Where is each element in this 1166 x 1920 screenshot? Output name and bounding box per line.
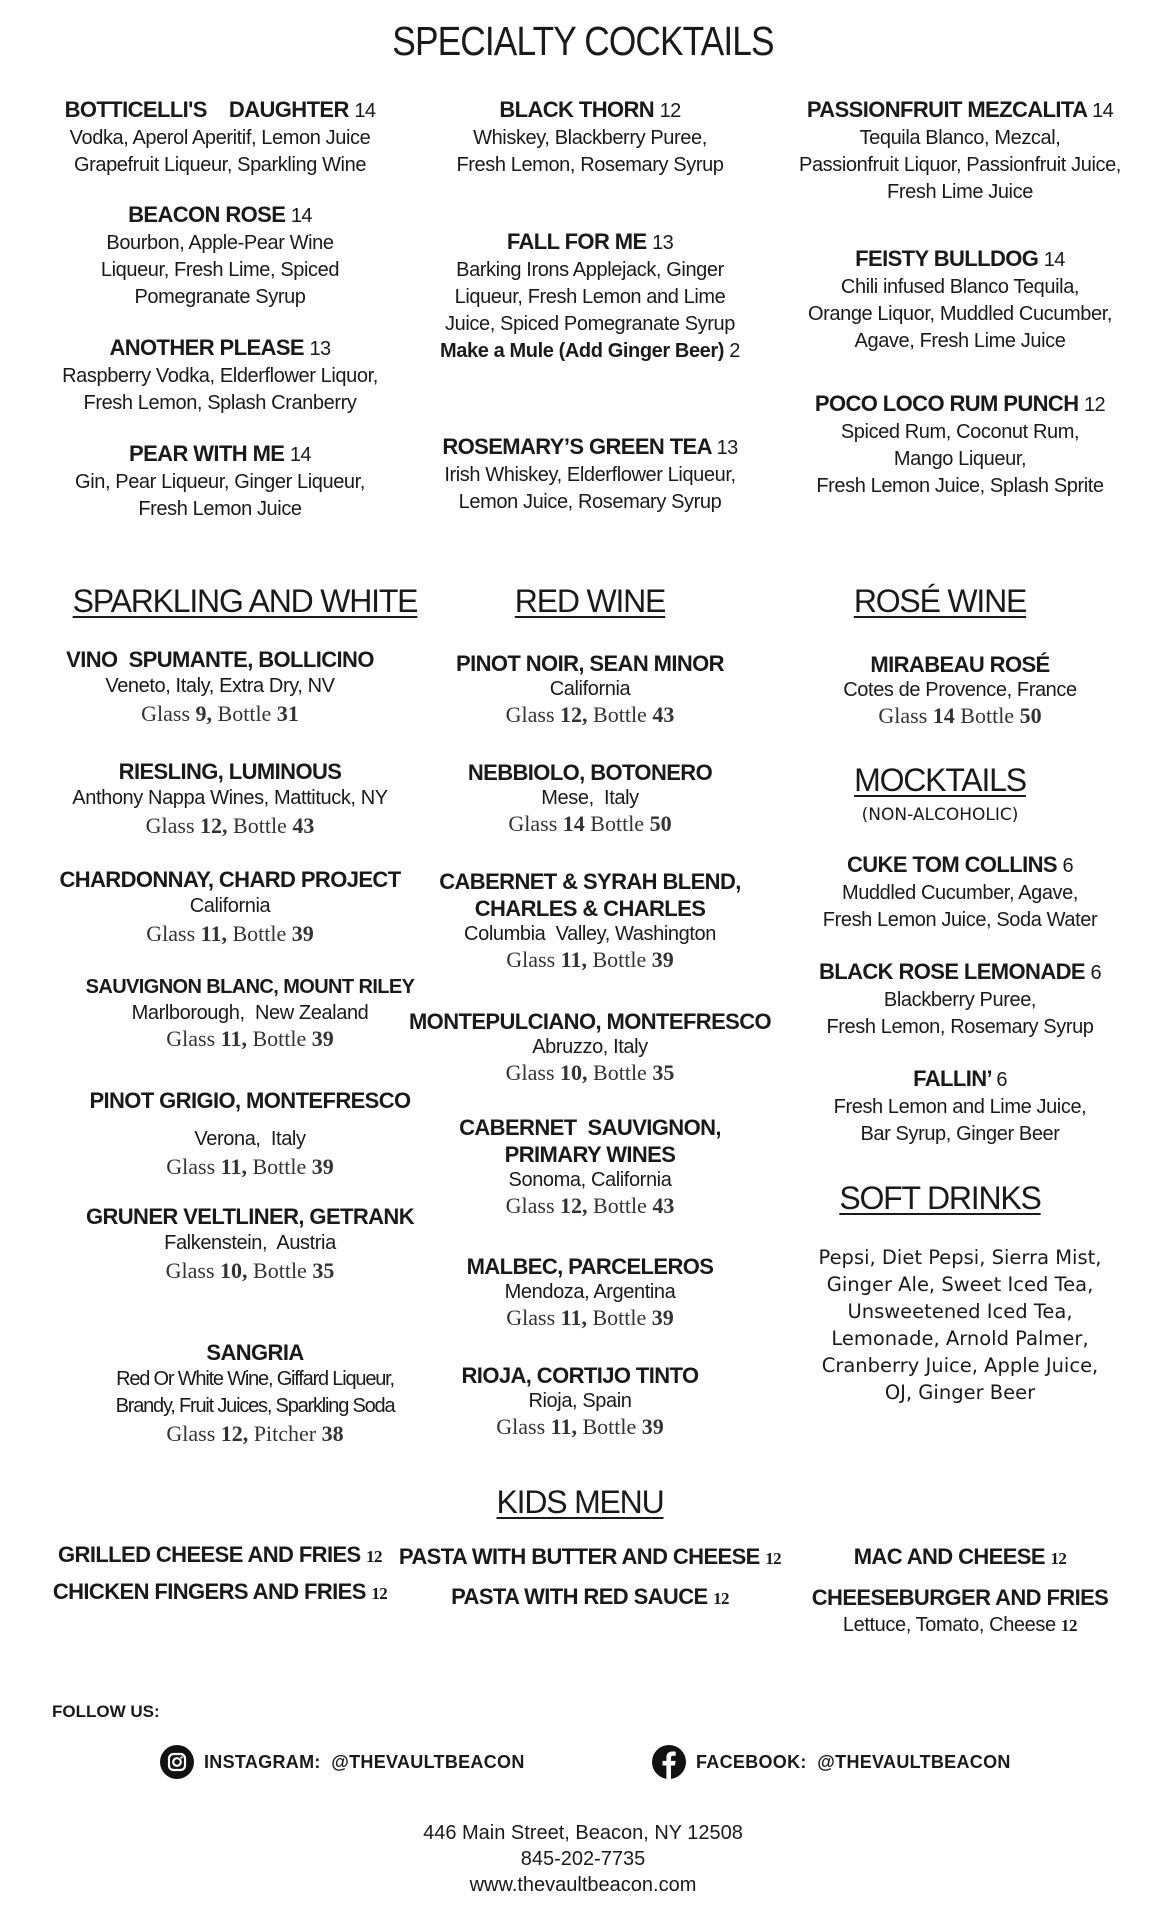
kids-item [30, 1542, 410, 1568]
mocktail-name: FALLIN’ [913, 1066, 991, 1091]
sparkling-white-heading: SPARKLING AND WHITE [72, 583, 418, 619]
kids-item-price: 12 [371, 1584, 388, 1603]
facebook-link[interactable] [652, 1745, 1011, 1779]
glass-price: 11, [560, 1305, 587, 1330]
cocktail-desc: Orange Liquor, Muddled Cucumber, [807, 303, 1113, 325]
cocktail-price: 12 [1084, 394, 1106, 416]
bottle-price: 43 [292, 813, 315, 838]
bottle-price: 39 [651, 1305, 674, 1330]
bottle-label: Bottle [593, 702, 647, 727]
cocktail-desc: Fresh Lemon, Splash Cranberry [83, 392, 357, 414]
bottle-label: Bottle [593, 1060, 647, 1085]
glass-price: 14 [562, 811, 585, 836]
soft-drinks-list [760, 1244, 1160, 1406]
glass-label: Glass [506, 1305, 556, 1330]
cocktail-desc: Grapefruit Liqueur, Sparkling Wine [73, 154, 367, 176]
wine-name: PINOT GRIGIO, MONTEFRESCO [89, 1088, 411, 1113]
mocktail-desc: Fresh Lemon and Lime Juice, [833, 1096, 1087, 1118]
instagram-link[interactable] [160, 1745, 525, 1779]
instagram-handle[interactable]: INSTAGRAM: @THEVAULTBEACON [204, 1751, 525, 1772]
wine-item [400, 1253, 780, 1332]
cocktail-desc: Pomegranate Syrup [134, 286, 306, 308]
cocktail-price: 14 [354, 100, 376, 122]
cocktail-desc: Whiskey, Blackberry Puree, [473, 127, 707, 149]
wine-name: PINOT NOIR, SEAN MINOR [456, 651, 724, 676]
bottle-price: 50 [649, 811, 672, 836]
cocktail-price: 12 [659, 100, 681, 122]
bottle-label: Bottle [592, 1305, 647, 1330]
glass-price: 10, [220, 1258, 248, 1283]
bottle-label: Bottle [593, 1193, 647, 1218]
glass-price: 11, [550, 1414, 577, 1439]
wine-item [400, 759, 780, 838]
mocktail-desc: Fresh Lemon, Rosemary Syrup [826, 1016, 1094, 1038]
cocktail-extra-price: 2 [729, 340, 740, 362]
kids-item-name: GRILLED CHEESE AND FRIES [58, 1542, 361, 1567]
mocktails-subheading: (NON-ALCOHOLIC) [861, 805, 1019, 825]
wine-name: CHARDONNAY, CHARD PROJECT [59, 867, 401, 892]
cocktail-desc: Bourbon, Apple-Pear Wine [106, 232, 334, 254]
cocktail-name: PEAR WITH ME [129, 441, 285, 466]
kids-item [760, 1585, 1160, 1611]
kids-item-name: PASTA WITH RED SAUCE [451, 1584, 708, 1609]
wine-item [400, 650, 780, 729]
mocktail-price: 6 [996, 1069, 1007, 1091]
kids-item-name: PASTA WITH BUTTER AND CHEESE [398, 1544, 760, 1569]
glass-label: Glass [166, 1026, 216, 1051]
kids-item-name: CHICKEN FINGERS AND FRIES [52, 1579, 366, 1604]
soft-drinks-line: Cranberry Juice, Apple Juice, [821, 1354, 1099, 1377]
wine-item [30, 866, 430, 948]
bottle-price: 43 [652, 1193, 675, 1218]
cocktail-price: 13 [716, 437, 738, 459]
cocktail-name: PASSIONFRUIT MEZCALITA [806, 97, 1087, 122]
soft-drinks-line: OJ, Ginger Beer [884, 1381, 1036, 1404]
cocktail-name: BOTTICELLI'S DAUGHTER [64, 97, 349, 122]
cocktail-desc: Fresh Lemon Juice [138, 498, 302, 520]
glass-label: Glass [166, 1421, 216, 1446]
glass-price: 11, [560, 947, 587, 972]
wine-origin: Marlborough, New Zealand [131, 1002, 369, 1024]
cocktail-price: 13 [309, 338, 331, 360]
glass-label: Glass [165, 1258, 215, 1283]
cocktail-desc: Chili infused Blanco Tequila, [840, 276, 1080, 298]
wine-name: NEBBIOLO, BOTONERO [467, 760, 713, 785]
cocktail-desc: Spiced Rum, Coconut Rum, [840, 421, 1080, 443]
wine-name: CABERNET & SYRAH BLEND, [439, 869, 741, 894]
bottle-label: Bottle [252, 1154, 307, 1179]
bottle-price: 35 [312, 1258, 335, 1283]
kids-item-price: 12 [765, 1549, 782, 1568]
cocktail-desc: Tequila Blanco, Mezcal, [859, 127, 1061, 149]
cocktail-desc: Liqueur, Fresh Lime, Spiced [100, 259, 340, 281]
cocktail-desc: Passionfruit Liquor, Passionfruit Juice, [799, 154, 1121, 176]
cocktail-item [30, 440, 410, 523]
cocktail-item [400, 433, 780, 516]
glass-price: 12, [560, 702, 588, 727]
glass-label: Glass [505, 1193, 555, 1218]
mocktail-item [760, 1065, 1160, 1148]
wine-origin: Rioja, Spain [528, 1390, 632, 1412]
facebook-icon [652, 1745, 686, 1779]
cocktail-name: ROSEMARY’S GREEN TEA [442, 434, 712, 459]
wine-origin: Columbia Valley, Washington [464, 923, 716, 945]
instagram-icon [160, 1745, 194, 1779]
kids-item [30, 1579, 410, 1605]
sangria-desc: Red Or White Wine, Giffard Liqueur, [116, 1368, 394, 1390]
bottle-price: 39 [291, 921, 314, 946]
cocktail-price: 14 [1043, 249, 1065, 271]
cocktail-desc: Liqueur, Fresh Lemon and Lime [454, 286, 726, 308]
wine-name: CABERNET SAUVIGNON, [459, 1115, 721, 1140]
wine-name: SAUVIGNON BLANC, MOUNT RILEY [85, 976, 415, 998]
cocktail-item [400, 96, 780, 179]
wine-origin: Veneto, Italy, Extra Dry, NV [105, 675, 335, 697]
glass-price: 11, [220, 1026, 247, 1051]
pitcher-price: 38 [321, 1421, 344, 1446]
bottle-price: 35 [652, 1060, 675, 1085]
bottle-price: 39 [311, 1026, 334, 1051]
glass-label: Glass [508, 811, 558, 836]
wine-name: RIOJA, CORTIJO TINTO [461, 1363, 699, 1388]
cocktail-item [760, 96, 1160, 206]
bottle-label: Bottle [252, 1026, 307, 1051]
wine-name: GRUNER VELTLINER, GETRANK [85, 1204, 415, 1229]
kids-item [390, 1584, 790, 1610]
wine-item [30, 758, 430, 840]
cocktail-desc: Juice, Spiced Pomegranate Syrup [445, 313, 735, 335]
wine-origin: Verona, Italy [194, 1128, 306, 1150]
cocktail-item [760, 245, 1160, 355]
cocktail-item [400, 228, 780, 365]
cocktail-name: POCO LOCO RUM PUNCH [814, 391, 1079, 416]
cocktail-desc: Fresh Lemon, Rosemary Syrup [456, 154, 724, 176]
bottle-label: Bottle [590, 811, 645, 836]
bottle-label: Bottle [582, 1414, 637, 1439]
cocktail-desc: Barking Irons Applejack, Ginger [456, 259, 724, 281]
facebook-handle[interactable]: FACEBOOK: @THEVAULTBEACON [696, 1751, 1011, 1772]
wine-name: MALBEC, PARCELEROS [466, 1254, 714, 1279]
cocktail-price: 14 [1092, 100, 1114, 122]
cocktail-desc: Irish Whiskey, Elderflower Liqueur, [444, 464, 736, 486]
bottle-price: 50 [1019, 703, 1042, 728]
cocktail-desc: Lemon Juice, Rosemary Syrup [458, 491, 722, 513]
mocktail-name: BLACK ROSE LEMONADE [818, 959, 1085, 984]
wine-origin: Cotes de Provence, France [843, 679, 1077, 701]
wine-origin: Falkenstein, Austria [164, 1232, 336, 1254]
sangria-desc: Brandy, Fruit Juices, Sparkling Soda [115, 1395, 395, 1417]
wine-origin: California [189, 895, 271, 917]
wine-name-line2: PRIMARY WINES [504, 1142, 676, 1167]
kids-item-name: CHEESEBURGER AND FRIES [811, 1585, 1109, 1610]
pitcher-label: Pitcher [253, 1421, 317, 1446]
bottle-price: 31 [276, 701, 299, 726]
glass-label: Glass [505, 702, 555, 727]
wine-origin: Mendoza, Argentina [504, 1281, 676, 1303]
cocktail-desc: Mango Liqueur, [893, 448, 1027, 470]
soft-drinks-line: Pepsi, Diet Pepsi, Sierra Mist, [818, 1246, 1102, 1269]
glass-label: Glass [506, 947, 556, 972]
glass-label: Glass [496, 1414, 546, 1439]
bottle-label: Bottle [232, 921, 287, 946]
footer-address: 446 Main Street, Beacon, NY 12508 [423, 1822, 743, 1844]
wine-item [30, 646, 410, 728]
bottle-price: 39 [651, 947, 674, 972]
sangria-name: SANGRIA [206, 1340, 304, 1365]
glass-price: 11, [220, 1154, 247, 1179]
wine-item [50, 1087, 450, 1181]
wine-item [400, 1008, 780, 1087]
kids-item-desc [760, 1614, 1160, 1637]
cocktail-name: FALL FOR ME [506, 229, 647, 254]
mocktail-price: 6 [1090, 962, 1102, 984]
rose-wine-heading: ROSÉ WINE [853, 583, 1027, 619]
soft-drinks-heading: SOFT DRINKS [839, 1180, 1041, 1216]
wine-item [400, 868, 780, 974]
wine-origin: Abruzzo, Italy [532, 1036, 648, 1058]
glass-price: 10, [560, 1060, 588, 1085]
cocktail-price: 14 [290, 205, 312, 227]
bottle-label: Bottle [217, 701, 272, 726]
cocktail-desc: Fresh Lemon Juice, Splash Sprite [816, 475, 1104, 497]
kids-menu-heading: KIDS MENU [496, 1484, 664, 1520]
cocktail-desc: Raspberry Vodka, Elderflower Liquor, [62, 365, 378, 387]
glass-label: Glass [878, 703, 928, 728]
mocktail-desc: Fresh Lemon Juice, Soda Water [822, 909, 1098, 931]
cocktail-desc: Fresh Lime Juice [887, 181, 1033, 203]
wine-origin: Mese, Italy [541, 787, 639, 809]
cocktail-item [30, 334, 410, 417]
bottle-label: Bottle [592, 947, 647, 972]
wine-item [400, 1114, 780, 1220]
wine-name: VINO SPUMANTE, BOLLICINO [66, 647, 374, 672]
wine-name: RIESLING, LUMINOUS [118, 759, 342, 784]
soft-drinks-line: Lemonade, Arnold Palmer, [831, 1327, 1089, 1350]
cocktail-desc: Vodka, Aperol Aperitif, Lemon Juice [69, 127, 371, 149]
mocktails-heading: MOCKTAILS [854, 762, 1026, 798]
wine-name-line2: CHARLES & CHARLES [474, 896, 706, 921]
footer-website[interactable]: www.thevaultbeacon.com [469, 1874, 697, 1896]
soft-drinks-line: Ginger Ale, Sweet Iced Tea, [826, 1273, 1094, 1296]
footer-phone: 845-202-7735 [520, 1848, 646, 1870]
cocktail-price: 14 [289, 444, 311, 466]
wine-item [50, 1203, 450, 1285]
cocktail-extra: Make a Mule (Add Ginger Beer) [440, 340, 725, 362]
bottle-label: Bottle [253, 1258, 307, 1283]
cocktail-price: 13 [652, 232, 674, 254]
kids-item-desc-text: Lettuce, Tomato, Cheese [842, 1614, 1056, 1636]
soft-drinks-line: Unsweetened Iced Tea, [847, 1300, 1073, 1323]
kids-item-price: 12 [1050, 1549, 1067, 1568]
cocktail-name: BLACK THORN [499, 97, 655, 122]
glass-price: 14 [932, 703, 955, 728]
bottle-label: Bottle [233, 813, 287, 838]
wine-name: MIRABEAU ROSÉ [870, 652, 1050, 677]
glass-label: Glass [146, 921, 196, 946]
cocktail-item [30, 96, 410, 179]
glass-price: 11, [200, 921, 227, 946]
cocktail-item [30, 201, 410, 311]
mocktail-item [760, 958, 1160, 1041]
glass-price: 12, [200, 813, 228, 838]
mocktail-price: 6 [1062, 855, 1074, 877]
bottle-price: 43 [652, 702, 675, 727]
wine-item [390, 1362, 770, 1441]
cocktail-desc: Gin, Pear Liqueur, Ginger Liqueur, [75, 471, 365, 493]
red-wine-heading: RED WINE [514, 583, 666, 619]
glass-price: 12, [560, 1193, 588, 1218]
glass-label: Glass [145, 813, 195, 838]
glass-label: Glass [505, 1060, 555, 1085]
cocktail-desc: Agave, Fresh Lime Juice [854, 330, 1066, 352]
wine-origin: Anthony Nappa Wines, Mattituck, NY [72, 787, 388, 809]
wine-origin: Sonoma, California [508, 1169, 672, 1191]
wine-item [50, 974, 450, 1053]
wine-origin: California [549, 678, 631, 700]
cocktail-name: ANOTHER PLEASE [109, 335, 304, 360]
kids-item [390, 1544, 790, 1570]
bottle-price: 39 [311, 1154, 334, 1179]
mocktail-item [760, 851, 1160, 934]
glass-label: Glass [141, 701, 191, 726]
page-title: SPECIALTY COCKTAILS [392, 18, 774, 64]
kids-item-price: 12 [713, 1589, 729, 1608]
cocktail-item [760, 390, 1160, 500]
glass-price: 12, [220, 1421, 249, 1446]
mocktail-desc: Bar Syrup, Ginger Beer [860, 1123, 1060, 1145]
mocktail-name: CUKE TOM COLLINS [846, 852, 1057, 877]
glass-price: 9, [195, 701, 213, 726]
kids-item-name: MAC AND CHEESE [853, 1544, 1045, 1569]
wine-item [760, 651, 1160, 730]
follow-us-label: FOLLOW US: [52, 1702, 160, 1721]
glass-label: Glass [166, 1154, 216, 1179]
cocktail-name: BEACON ROSE [128, 202, 286, 227]
mocktail-desc: Blackberry Puree, [883, 989, 1037, 1011]
cocktail-name: FEISTY BULLDOG [855, 246, 1039, 271]
kids-item [760, 1544, 1160, 1570]
kids-item-price: 12 [1060, 1616, 1078, 1635]
wine-name: MONTEPULCIANO, MONTEFRESCO [408, 1009, 772, 1034]
bottle-price: 39 [641, 1414, 664, 1439]
kids-item-price: 12 [366, 1547, 382, 1566]
bottle-label: Bottle [960, 703, 1015, 728]
mocktail-desc: Muddled Cucumber, Agave, [841, 882, 1079, 904]
